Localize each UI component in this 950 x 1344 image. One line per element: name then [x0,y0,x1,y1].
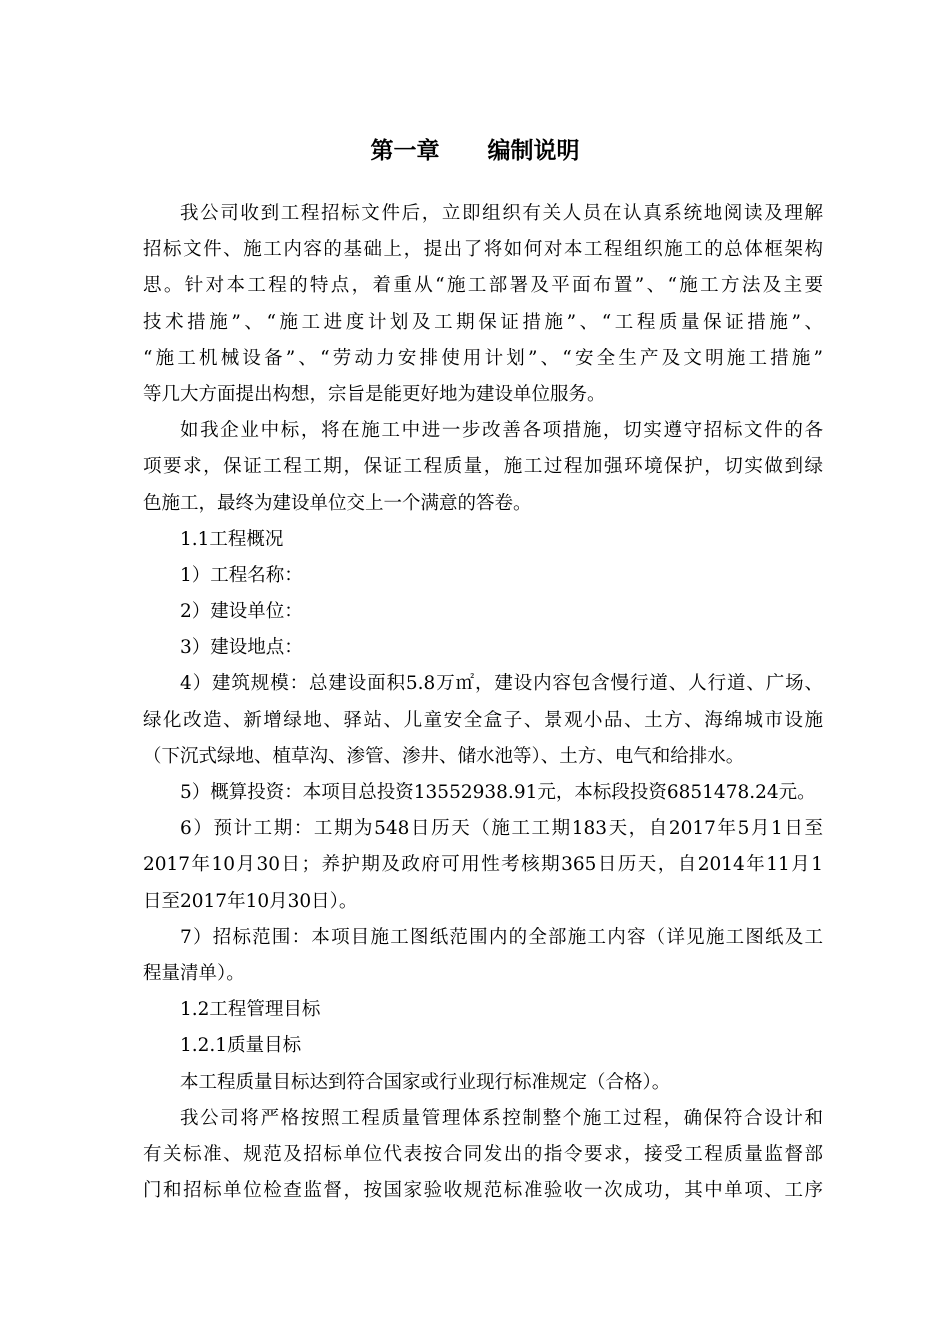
text-line: 本工程质量目标达到符合国家或行业现行标准规定（合格）。 [180,1071,671,1093]
chapter-title: 第一章 编制说明 [370,138,580,164]
text-line: 2017年10月30日；养护期及政府可用性考核期365日历天，自2014年11月1 [143,854,823,876]
text-line: 1.1工程概况 [180,528,284,550]
text-line: 5）概算投资：本项目总投资13552938.91元，本标段投资6851478.24元。 [180,782,816,803]
text-line: 有关标准、规范及招标单位代表按合同发出的指令要求，接受工程质量监督部 [143,1143,823,1165]
text-line: 3）建设地点： [180,637,303,659]
text-line: 我公司将严格按照工程质量管理体系控制整个施工过程，确保符合设计和 [180,1107,823,1129]
text-line: 思。针对本工程的特点，着重从“施工部署及平面布置”、“施工方法及主要 [143,275,823,297]
text-line: 我公司收到工程招标文件后，立即组织有关人员在认真系统地阅读及理解 [180,203,823,224]
text-line: 日至2017年10月30日）。 [143,890,358,912]
text-line: 如我企业中标，将在施工中进一步改善各项措施，切实遵守招标文件的各 [180,420,823,442]
text-line: 6）预计工期：工期为548日历天（施工工期183天，自2017年5月1日至 [180,818,823,840]
text-line: 1.2.1质量目标 [180,1035,302,1057]
text-line: 7）招标范围：本项目施工图纸范围内的全部施工内容（详见施工图纸及工 [180,926,823,948]
text-line: 技术措施”、“施工进度计划及工期保证措施”、“工程质量保证措施”、 [143,311,823,333]
text-line: 等几大方面提出构想，宗旨是能更好地为建设单位服务。 [143,383,606,405]
text-line: 4）建筑规模：总建设面积5.8万㎡，建设内容包含慢行道、人行道、广场、 [180,673,823,695]
text-line: “施工机械设备”、“劳动力安排使用计划”、“安全生产及文明施工措施” [143,347,823,369]
text-line: 色施工，最终为建设单位交上一个满意的答卷。 [143,492,532,514]
text-line: 招标文件、施工内容的基础上，提出了将如何对本工程组织施工的总体框架构 [143,239,823,261]
text-line: 2）建设单位： [180,601,303,623]
text-line: （下沉式绿地、植草沟、渗管、渗井、储水池等）、土方、电气和给排水。 [143,745,745,767]
text-line: 项要求，保证工程工期，保证工程质量，施工过程加强环境保护，切实做到绿 [143,456,823,478]
body-text [143,196,823,1209]
text-line: 程量清单）。 [143,962,245,984]
text-line: 绿化改造、新增绿地、驿站、儿童安全盒子、景观小品、土方、海绵城市设施 [143,709,823,731]
text-line: 1.2工程管理目标 [180,999,321,1021]
text-line: 1）工程名称： [180,564,303,586]
text-line: 门和招标单位检查监督，按国家验收规范标准验收一次成功，其中单项、工序 [143,1180,823,1202]
